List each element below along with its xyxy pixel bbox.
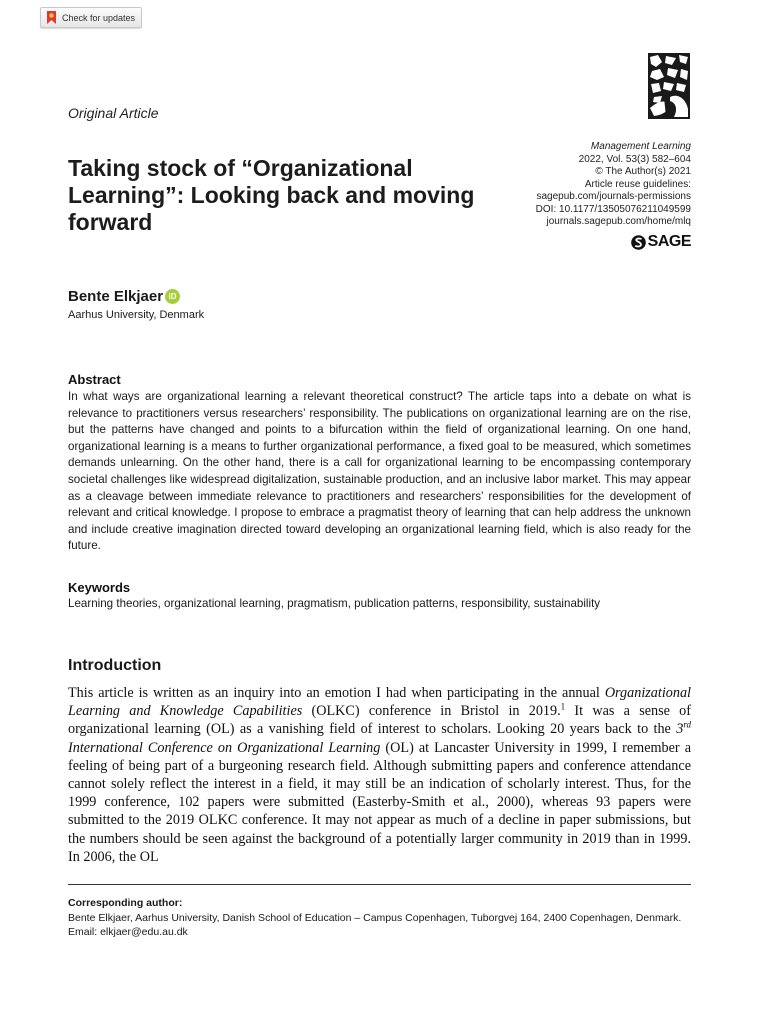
check-for-updates-label: Check for updates [62,12,136,23]
journal-volume: 2022, Vol. 53(3) 582–604 [578,153,691,165]
bookmark-icon [47,11,56,24]
article-title: Taking stock of “Organizational Learning”: Looking back and moving forward [68,155,475,235]
author-name: Bente Elkjaer [68,288,164,305]
intro-text-3: It was a sense of organizational learning (OL) as a vanishing field of interest to scholars. Looking 20 years back to the [68,703,691,738]
copyright: © The Author(s) 2021 [595,166,691,177]
correspondence-block [68,896,691,940]
corresponding-author-heading: Corresponding author: [68,897,183,909]
journal-cover-logo [648,53,690,119]
corresponding-author-address: Bente Elkjaer, Aarhus University, Danish School of Education – Campus Copenhagen, Tuborgvej 164, 2400 Copenhagen, Denmark. [68,911,682,924]
footnote-divider [68,884,691,885]
ordinal-number: 3 [676,721,684,738]
journal-metadata [451,141,691,229]
article-type: Original Article [68,105,159,121]
abstract-text: In what ways are organizational learning a relevant theoretical construct? The article taps into a debate on what is relevance to practitioners versus researchers’ responsibility. The publications on organizational learning are on the rise, but the patterns have changed and points to a bifurcation within the field of organizational learning. On one hand, organizational learning is a means to further organizational performance, a fixed goal to be measured, which sometimes demands unlearning. On the other hand, there is a call for organizational learning to be encompassing contemporary societal challenges like widespread digitalization, sustainable production, and an inclusive labor market. This may appear as a cleavage between immediate relevance to practitioners and researchers’ responsibilities for the development of relevant and critical knowledge. I propose to embrace a pragmatist theory of learning that can help address the unknown and include creative imagination directed toward developing an organizational learning field, which is also ready for the future. [68,390,691,553]
keywords-heading: Keywords [68,580,131,595]
orcid-icon[interactable]: iD [165,289,180,304]
keywords-text: Learning theories, organizational learning, pragmatism, publication patterns, responsibility, sustainability [68,597,601,610]
introduction-heading: Introduction [68,657,162,674]
author-line [68,288,180,305]
sage-wordmark: SAGE [647,233,691,250]
conference-name-olkc: Organizational Learning and Knowledge Capabilities [68,685,691,720]
introduction-paragraph [68,684,691,866]
journal-name: Management Learning [590,141,691,152]
reuse-guidelines-label: Article reuse guidelines: [584,178,691,190]
sage-circle-icon [631,235,646,250]
abstract-heading: Abstract [68,372,121,387]
sage-publisher-logo [631,233,691,251]
journal-url-link[interactable]: journals.sagepub.com/home/mlq [546,216,691,227]
ordinal-suffix: rd [683,719,691,730]
check-for-updates-button[interactable] [40,7,142,28]
intro-text-1: This article is written as an inquiry into an emotion I had when participating in the annual [68,685,605,701]
reuse-guidelines-link[interactable]: sagepub.com/journals-permissions [536,191,691,202]
intro-text-2: (OLKC) conference in Bristol in 2019. [302,703,561,720]
intro-text-4: (OL) at Lancaster University in 1999, I remember a feeling of being part of a burgeoning research field. Although submitting papers and conference attendance cannot solely reflect the interest in a field, it may still be an indication of scholarly interest. Thus, for the 1999 conference, 102 papers were submitted (Easterby-Smith et al., 2000), whereas 93 papers were submitted to the 2019 OLKC conference. It may not appear as much of a decline in paper submissions, but the numbers should be seen against the background of a potentially larger community in 2019 than in 1999. In 2006, the OL [68,739,691,865]
corresponding-author-email[interactable]: Email: elkjaer@edu.au.dk [68,926,188,938]
author-affiliation: Aarhus University, Denmark [68,309,205,321]
conference-name-ol: International Conference on Organizational Learning [68,739,381,756]
footnote-marker[interactable]: 1 [560,701,566,712]
doi[interactable]: DOI: 10.1177/13505076211049599 [535,203,691,215]
